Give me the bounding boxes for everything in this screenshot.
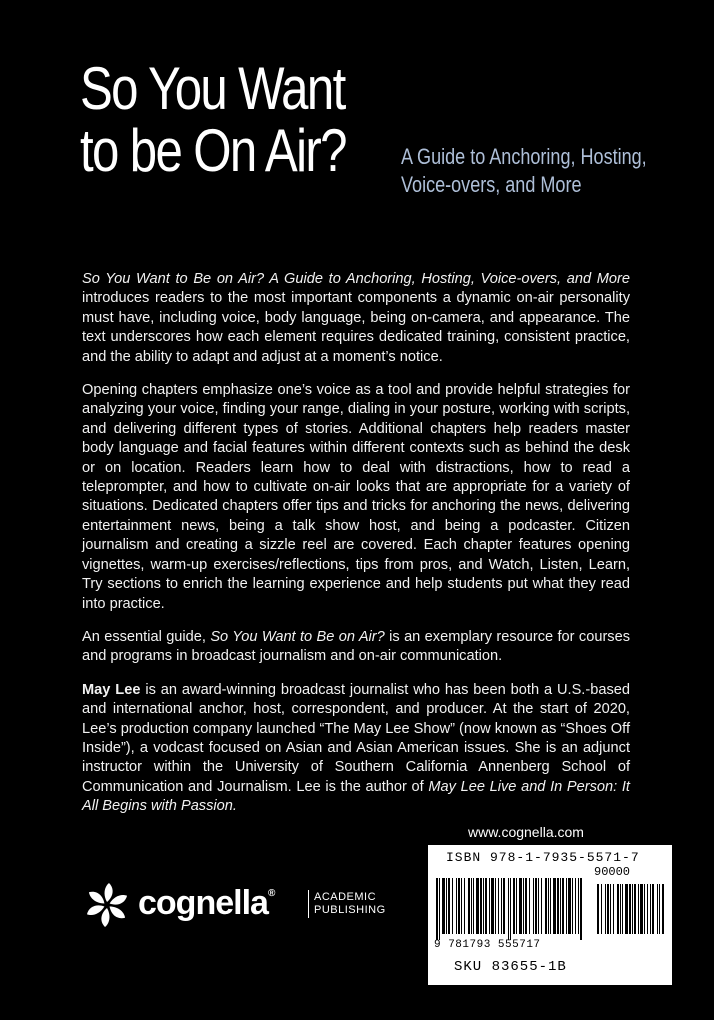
- barcode-bar: [464, 878, 465, 934]
- publisher-tagline-line-1: ACADEMIC: [314, 891, 377, 903]
- barcode-bar: [491, 878, 494, 934]
- barcode-addon-bar: [634, 884, 636, 934]
- barcode-bar: [476, 878, 479, 934]
- barcode-addon-bar: [597, 884, 599, 934]
- barcode-bar: [461, 878, 462, 934]
- barcode-bar: [473, 878, 474, 934]
- barcode-bar: [448, 878, 450, 934]
- price-code: 90000: [594, 865, 631, 879]
- essential-text: is an exemplary resource for courses and programs in broadcast journalism and on-air communication.: [82, 628, 631, 665]
- barcode-panel: [428, 845, 672, 985]
- barcode-bar: [501, 878, 502, 934]
- paragraph-chapters: Opening chapters emphasize one’s voice as a tool and provide helpful strategies for analyzing your voice, finding your range, dialing in your posture, working with scripts, and delivering different types of stories. Additional chapters help readers master body language and facial features within different contexts such as behind the desk or on location. Readers learn how to deal with distractions, how to read a teleprompter, and how to cultivate on-air looks that are appropriate for a variety of situations. Dedicated chapters offer tips and tricks for anchoring the news, delivering entertainment news, being a talk show host, and being a podcaster. Citizen journalism and creating a sizzle reel are covered. Each chapter features opening vignettes, warm-up exercises/reflections, tips from pros, and Watch, Listen, Learn, Try sections to enrich the learning experience and help students put what they read into practice.: [82, 382, 630, 612]
- barcode-bar: [525, 878, 527, 934]
- barcode-addon-bar: [629, 884, 631, 934]
- barcode-bar: [468, 878, 470, 934]
- barcode-bar: [580, 878, 582, 940]
- barcode-bar: [553, 878, 556, 934]
- barcode-bar: [503, 878, 505, 934]
- barcode-addon-bar: [617, 884, 619, 934]
- publisher-divider: [308, 890, 309, 918]
- barcode-addon-bar: [638, 884, 639, 934]
- barcode-bar: [550, 878, 551, 934]
- barcode-bar: [560, 878, 561, 934]
- barcode-bar: [545, 878, 547, 934]
- barcode-bars: [434, 878, 666, 940]
- barcode-bar: [471, 878, 472, 934]
- barcode-addon-bar: [652, 884, 654, 934]
- barcode-bar: [489, 878, 490, 934]
- barcode-bar: [495, 878, 496, 934]
- publisher-tagline: [314, 891, 386, 917]
- essential-lead: An essential guide,: [82, 628, 211, 645]
- barcode-bar: [436, 878, 438, 940]
- barcode-bar: [557, 878, 559, 934]
- barcode-addon-bar: [622, 884, 623, 934]
- barcode-bar: [566, 878, 567, 934]
- barcode-bar: [541, 878, 542, 934]
- barcode-addon-bar: [647, 884, 648, 934]
- barcode-bar: [485, 878, 487, 934]
- barcode-addon-bar: [644, 884, 645, 934]
- barcode-bar: [442, 878, 445, 934]
- publisher-name: [138, 884, 274, 923]
- barcode-addon-bar: [610, 884, 611, 934]
- barcode-addon-bar: [640, 884, 643, 934]
- barcode-addon-bar: [659, 884, 660, 934]
- barcode-bar: [516, 878, 517, 934]
- intro-text: introduces readers to the most important components a dynamic on-air personality must have, including voice, body language, being on-camera, and appearance. The text underscores how each element requires dedicated training, consistent practice, and the ability to adapt and adjust at a moment’s notice.: [82, 290, 630, 365]
- isbn-label: ISBN 978-1-7935-5571-7: [446, 850, 640, 865]
- barcode-addon-bar: [657, 884, 658, 934]
- barcode-bar: [452, 878, 453, 934]
- back-cover-blurb: [82, 270, 630, 831]
- barcode-bar: [572, 878, 573, 934]
- barcode-addon-bar: [662, 884, 664, 934]
- barcode-addon-bar: [620, 884, 621, 934]
- barcode-bar: [519, 878, 522, 934]
- book-title: [80, 55, 346, 184]
- barcode-bar: [575, 878, 576, 934]
- barcode-addon-bar: [613, 884, 614, 934]
- barcode-bar: [483, 878, 484, 934]
- intro-book-title: So You Want to Be on Air? A Guide to Anchoring, Hosting, Voice-overs, and More: [82, 271, 630, 287]
- paragraph-essential: [82, 628, 630, 667]
- barcode-bar: [538, 878, 539, 934]
- book-title-line-2: to be On Air?: [80, 117, 346, 184]
- barcode-addon-bar: [625, 884, 628, 934]
- book-subtitle-line-1: A Guide to Anchoring, Hosting,: [401, 144, 647, 169]
- barcode-bar: [458, 878, 460, 934]
- publisher-name-text: cognella: [138, 884, 268, 922]
- barcode-addon-bar: [650, 884, 651, 934]
- registered-mark: ®: [267, 888, 275, 899]
- barcode-addon-bar: [607, 884, 609, 934]
- barcode-bar: [568, 878, 571, 934]
- publisher-tagline-line-2: PUBLISHING: [314, 904, 386, 916]
- barcode-bar: [498, 878, 499, 934]
- barcode-bar: [508, 878, 509, 940]
- barcode-bar: [548, 878, 549, 934]
- barcode-addon-bar: [632, 884, 633, 934]
- barcode-bar: [535, 878, 537, 934]
- barcode-bar: [523, 878, 524, 934]
- barcode-bar: [529, 878, 530, 934]
- barcode-bar: [578, 878, 579, 934]
- barcode-digits: 9 781793 555717: [434, 939, 541, 951]
- paragraph-intro: [82, 270, 630, 367]
- barcode-bar: [533, 878, 534, 934]
- barcode-bar: [456, 878, 457, 934]
- author-other-book: May Lee Live and In Person: It All Begins with Passion.: [82, 778, 630, 815]
- sku-label: SKU 83655-1B: [454, 959, 567, 975]
- author-bio-text: is an award-winning broadcast journalist who has been both a U.S.-based and international anchor, host, correspondent, and producer. At the start of 2020, Lee’s production company launched “The May Lee Show” (now known as “Shoes Off Inside”), a vodcast focused on Asian and Asian American issues. She is an adjunct instructor within the University of Southern California Annenberg School of Communication and Journalism. Lee is the author of: [82, 681, 630, 795]
- cognella-flower-icon: [82, 880, 132, 930]
- barcode-bar: [510, 878, 511, 940]
- barcode-bar: [446, 878, 447, 934]
- barcode-bar: [562, 878, 564, 934]
- barcode-addon-bar: [601, 884, 602, 934]
- barcode-bar: [439, 878, 440, 940]
- author-name: May Lee: [82, 681, 141, 698]
- paragraph-author-bio: [82, 681, 630, 817]
- barcode-addon-bar: [605, 884, 606, 934]
- publisher-website: www.cognella.com: [468, 824, 584, 840]
- barcode-bar: [513, 878, 515, 934]
- book-subtitle-line-2: Voice-overs, and More: [401, 172, 582, 197]
- essential-book-title: So You Want to Be on Air?: [210, 628, 385, 645]
- book-title-line-1: So You Want: [80, 55, 345, 122]
- barcode-bar: [480, 878, 482, 934]
- book-subtitle: [401, 143, 647, 199]
